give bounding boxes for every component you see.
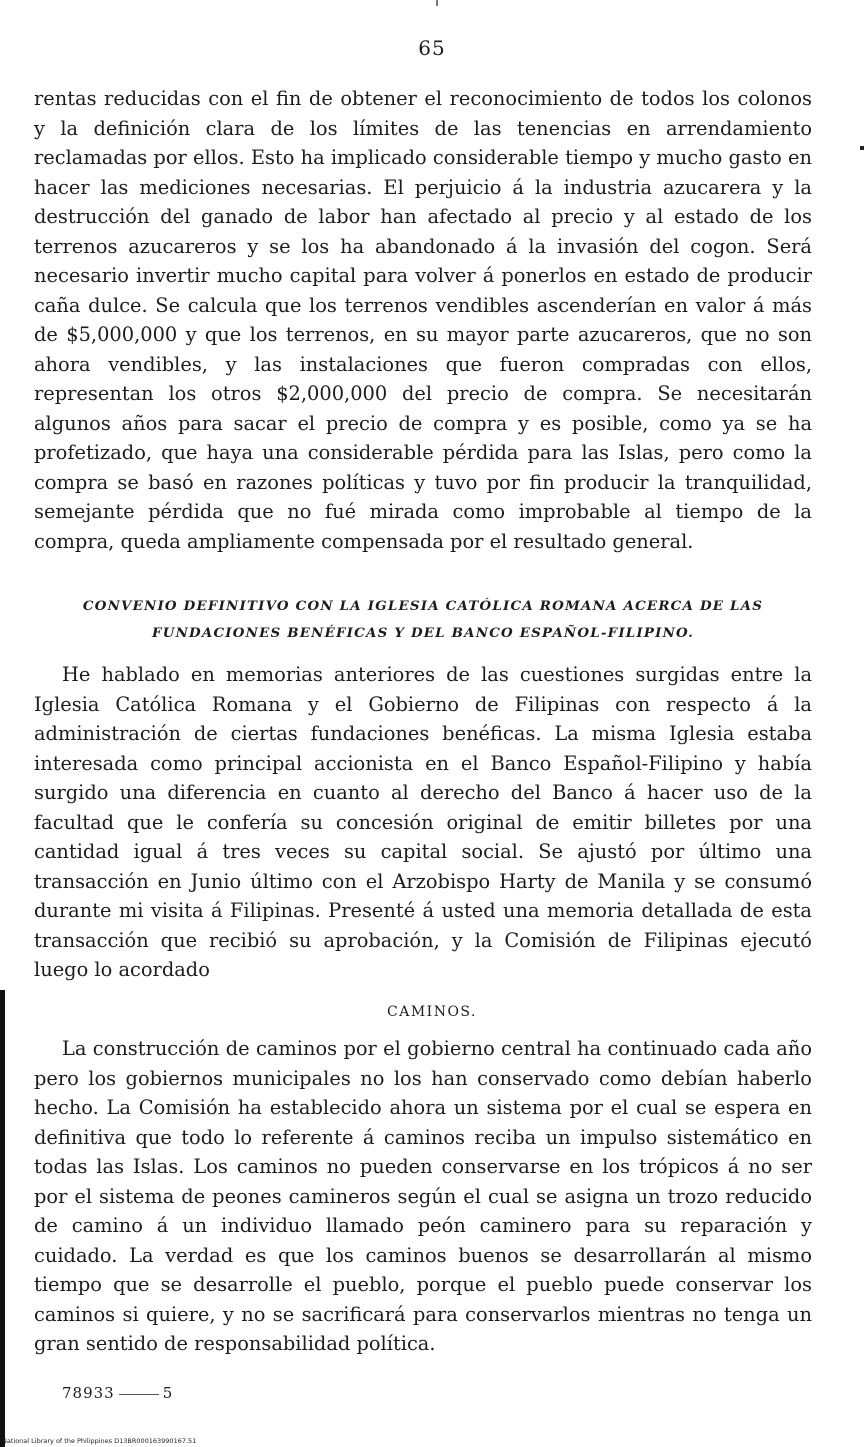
scan-mark xyxy=(860,146,864,150)
library-watermark: National Library of the Philippines D13BR000163990167.51 xyxy=(2,1437,197,1445)
section-heading-caminos: CAMINOS. xyxy=(387,1004,477,1020)
scan-speck xyxy=(436,0,438,6)
printer-signature xyxy=(62,1384,173,1402)
signature-number: 78933 xyxy=(62,1384,115,1402)
signature-sheet: 5 xyxy=(162,1384,174,1402)
paragraph-sugar-lands: rentas reducidas con el fin de obtener el reconocimiento de todos los colonos y la definición clara de los límites de las tenencias en arrendamiento reclamadas por ellos. Esto ha implicado considerable tiempo y mucho gasto en hacer las mediciones necesarias. El perjuicio á la industria azucarera y la destrucción del ganado de labor han afectado al precio y al estado de los terrenos azucareros y se los ha abandonado á la invasión del cogon. Será necesario invertir mucho capital para volver á ponerlos en estado de producir caña dulce. Se calcula que los terrenos vendibles ascenderían en valor á más de $5,000,000 y que los terrenos, en su mayor parte azucareros, que no son ahora vendibles, y las instalaciones que fueron compradas con ellos, representan los otros $2,000,000 del precio de compra. Se necesitarán algunos años para sacar el precio de compra y es posible, como ya se ha profetizado, que haya una considerable pérdida para las Islas, pero como la compra se basó en razones políticas y tuvo por fin producir la tranquilidad, semejante pérdida que no fué mirada como improbable al tiempo de la compra, queda ampliamente compensada por el resultado general. xyxy=(34,87,812,553)
paragraph-caminos: La construcción de caminos por el gobierno central ha continuado cada año pero los gobiernos municipales no los han conservado como debían haberlo hecho. La Comisión ha establecido ahora un sistema por el cual se espera en definitiva que todo lo referente á caminos reciba un impulso sistemático en todas las Islas. Los caminos no pueden conservarse en los trópicos á no ser por el sistema de peones camineros según el cual se asigna un trozo reducido de camino á un individuo llamado peón caminero para su reparación y cuidado. La verdad es que los caminos buenos se desarrollarán al mismo tiempo que se desarrolle el pueblo, porque el pueblo puede conservar los caminos si quiere, y no se sacrificará para conservarlos mientras no tenga un gran sentido de responsabilidad política. xyxy=(34,1037,812,1355)
section-heading-convenio-line2: FUNDACIONES BENÉFICAS Y DEL BANCO ESPAÑOL-FILIPINO. xyxy=(152,625,694,641)
section-heading-convenio-line1: CONVENIO DEFINITIVO CON LA IGLESIA CATÓLICA ROMANA ACERCA DE LAS xyxy=(82,598,764,614)
paragraph-convenio: He hablado en memorias anteriores de las cuestiones surgidas entre la Iglesia Católica Romana y el Gobierno de Filipinas con respecto á la administración de ciertas fundaciones benéficas. La misma Iglesia estaba interesada como principal accionista en el Banco Español-Filipino y había surgido una diferencia en cuanto al derecho del Banco á hacer uso de la facultad que le confería su concesión original de emitir billetes por una cantidad igual á tres veces su capital social. Se ajustó por último una transacción en Junio último con el Arzobispo Harty de Manila y se consumó durante mi visita á Filipinas. Presenté á usted una memoria detallada de esta transacción que recibió su aprobación, y la Comisión de Filipinas ejecutó luego lo acordado xyxy=(34,663,812,981)
signature-rule xyxy=(119,1394,159,1395)
page-number: 65 xyxy=(418,36,446,60)
binding-edge xyxy=(0,990,5,1447)
section-heading-convenio xyxy=(34,593,812,647)
